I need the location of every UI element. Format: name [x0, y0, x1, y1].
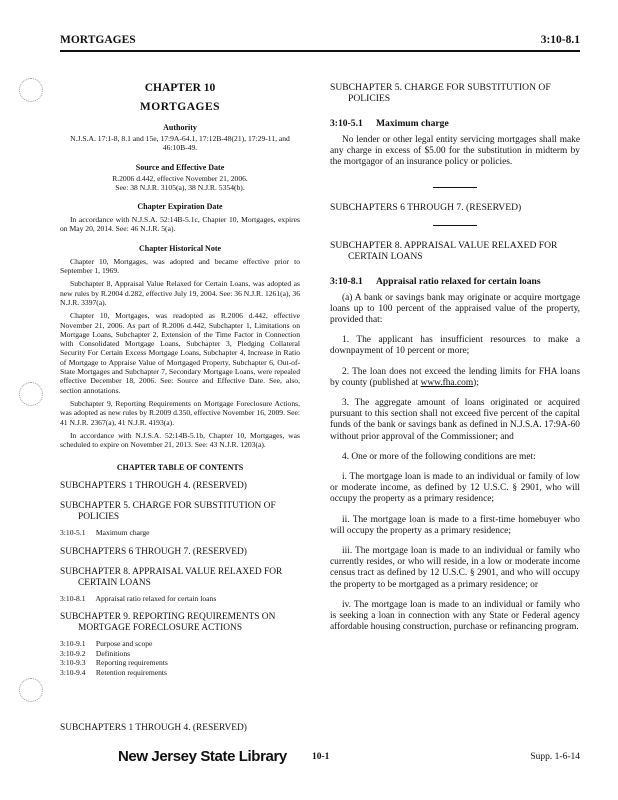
section-number: 3:10-8.1 [330, 275, 363, 287]
toc-subchapter-8 [60, 567, 300, 589]
toc-section-number: 3:10-9.2 [60, 648, 86, 658]
subparagraph-i: i. The mortgage loan is made to an individual or family of low or moderate income, as defined by 12 U.S.C. § 2901, who will occupy the property as a primary residence; [330, 472, 580, 505]
right-column [330, 82, 580, 633]
toc-subchapter-1-4: SUBCHAPTERS 1 THROUGH 4. (RESERVED) [60, 481, 247, 492]
subchapters-1-4-reserved: SUBCHAPTERS 1 THROUGH 4. (RESERVED) [60, 723, 247, 733]
toc-section-number: 3:10-9.3 [60, 658, 86, 668]
paragraph-3: 3. The aggregate amount of loans originated or acquired pursuant to this section shall not exceed five percent of the capital funds of the bank or savings bank as defined in N.J.S.A. 17:9A-60 without prior approval of the Commissioner; and [330, 398, 580, 442]
toc-subchapter-title: SUBCHAPTER 5. CHARGE FOR SUBSTITUTION OF [60, 501, 276, 512]
chapter-number: CHAPTER 10 [144, 82, 216, 94]
toc-subchapter-9 [60, 612, 300, 634]
toc-section-title: Retention requirements [95, 667, 167, 677]
toc-section-row [60, 528, 300, 538]
section-title: Maximum charge [376, 118, 449, 129]
page-footer [60, 748, 580, 770]
toc-heading: CHAPTER TABLE OF CONTENTS [116, 463, 244, 473]
toc-section-number: 3:10-9.4 [60, 667, 86, 677]
paragraph-4: 4. One or more of the following conditions are met: [342, 451, 536, 462]
section-divider [433, 187, 477, 188]
toc-section-title: Appraisal ratio relaxed for certain loans [95, 593, 217, 603]
section-3-10-8-1-heading [330, 276, 580, 287]
toc-subchapter-6-7: SUBCHAPTERS 6 THROUGH 7. (RESERVED) [60, 546, 247, 557]
section-divider [433, 225, 477, 226]
toc-subchapter-title: SUBCHAPTER 8. APPRAISAL VALUE RELAXED FOR [60, 566, 283, 577]
expiration-text: In accordance with N.J.S.A. 52:14B-5.1c, Chapter 10, Mortgages, expires on May 20, 2014. See: 46 N.J.R. 5(a). [60, 215, 300, 234]
paragraph-2-end: ); [473, 377, 479, 388]
supplement-date: Supp. 1-6-14 [530, 752, 580, 762]
toc-section-title: Definitions [95, 648, 131, 658]
subchapter-title: SUBCHAPTER 8. APPRAISAL VALUE RELAXED FOR [330, 239, 558, 251]
toc-section-row [60, 649, 300, 659]
toc-subchapter-5 [60, 501, 300, 523]
toc-section-row [60, 668, 300, 678]
authority-heading: Authority [163, 123, 197, 132]
subparagraph-iv: iv. The mortgage loan is made to an individual or family who is seeking a loan in connection with any State or Federal agency affordable housing construction, purchase or refinancing program. [330, 599, 580, 633]
section-3-10-5-1-text: No lender or other legal entity servicing mortgages shall make any charge in excess of $5.00 for the substitution in midterm by the mortgagor of an insurance policy or policies. [330, 135, 580, 168]
source-text: R.2006 d.442, effective November 21, 2006. [112, 173, 248, 183]
toc-section-title: Purpose and scope [95, 639, 153, 649]
paragraph-2 [330, 367, 580, 389]
page-number: 10-1 [312, 752, 330, 762]
paragraph-2-text: 2. The loan does not exceed the lending limits for FHA loans by county (published at [330, 366, 580, 388]
toc-section-number: 3:10-5.1 [60, 528, 86, 538]
paragraph-1: 1. The applicant has insufficient resources to make a downpayment of 10 percent or more; [330, 335, 580, 357]
section-3-10-5-1-heading [330, 118, 580, 129]
subsection-a: (a) A bank or savings bank may originate or acquire mortgage loans up to 100 percent of the appraised value of the property, provided that: [330, 292, 580, 326]
expiration-heading: Chapter Expiration Date [137, 202, 223, 212]
toc-subchapter-title: SUBCHAPTER 9. REPORTING REQUIREMENTS ON [60, 612, 276, 623]
authority-text: N.J.S.A. 17:1-8, 8.1 and 15e, 17:9A-64.1, 17:12B-48(21), 17:29-11, and 46:10B-49. [70, 134, 290, 153]
source-heading: Source and Effective Date [135, 162, 225, 172]
subchapter-title-cont: POLICIES [348, 93, 391, 104]
toc-section-row [60, 594, 300, 604]
history-paragraph: Chapter 10, Mortgages, was readopted as R.2006 d.442, effective November 21, 2006. As part of R.2006 d.442, Subchapter 1, Limitations on Mortgage Loans, Subchapter 2, Extension of the Time Factor in Connection with Consolidated Mortgage Loans, Subchapter 3, Pledging Collateral Security For Certain Excess Mortgage Loans, Subchapter 4, Increase in Ratio of Mortgage to Appraise Value of Mortgaged Property, Subchapter 6, Out-of-State Mortgages and Subchapter 7, Secondary Mortgage Loans, were repealed effective December 18, 2006. See: Source and Effective Date. See, also, section annotations. [60, 311, 300, 395]
history-paragraph: Subchapter 8, Appraisal Value Relaxed for Certain Loans, was adopted as new rules by R.2004 d.282, effective July 19, 2004. See: 36 N.J.R. 1261(a), 36 N.J.R. 3397(a). [60, 279, 300, 307]
fha-link[interactable]: www.fha.com [420, 377, 474, 388]
history-paragraph: In accordance with N.J.S.A. 52:14B-5.1b, Chapter 10, Mortgages, was scheduled to expire on November 21, 2013. See: 43 N.J.R. 1203(a). [60, 430, 300, 450]
toc-section-row [60, 639, 300, 649]
toc-section-row [60, 658, 300, 668]
subparagraph-ii: ii. The mortgage loan is made to a first-time homebuyer who will occupy the property as a primary residence; [330, 514, 580, 536]
punch-hole-mark [19, 678, 43, 702]
punch-hole-mark [19, 382, 43, 406]
subchapter-title-cont: CERTAIN LOANS [348, 250, 423, 262]
subchapter-8-heading [330, 240, 580, 262]
toc-section-number: 3:10-9.1 [60, 639, 86, 649]
toc-subchapter-title-cont: MORTGAGE FORECLOSURE ACTIONS [78, 623, 243, 634]
header-rule [60, 50, 580, 52]
subchapter-5-heading [330, 82, 580, 104]
history-heading: Chapter Historical Note [138, 243, 222, 253]
toc-subchapter-title-cont: POLICIES [78, 512, 120, 523]
header-section-number: 3:10-8.1 [540, 34, 580, 46]
history-paragraph: Chapter 10, Mortgages, was adopted and became effective prior to September 1, 1969. [60, 256, 300, 276]
left-column [60, 82, 300, 677]
subchapter-title: SUBCHAPTER 5. CHARGE FOR SUBSTITUTION OF [330, 82, 551, 93]
toc-subchapter-title-cont: CERTAIN LOANS [78, 577, 151, 588]
section-number: 3:10-5.1 [330, 118, 363, 129]
section-title: Appraisal ratio relaxed for certain loans [376, 275, 541, 287]
subparagraph-iii: iii. The mortgage loan is made to an individual or family who currently resides, or who will reside, in a low or moderate income census tract as defined by 12 U.S.C. § 2901, and who will occupy the property to be mortgaged as a primary residence; or [330, 546, 580, 590]
header-title: MORTGAGES [60, 34, 136, 46]
source-citation: See: 38 N.J.R. 3105(a), 38 N.J.R. 5354(b). [115, 182, 245, 192]
history-paragraph: Subchapter 9, Reporting Requirements on Mortgage Foreclosure Actions, was adopted as new rules by R.2009 d.350, effective November 16, 2009. See: 41 N.J.R. 2367(a), 41 N.J.R. 4193(a). [60, 398, 300, 427]
toc-section-title: Reporting requirements [95, 658, 168, 668]
library-watermark: New Jersey State Library [118, 748, 287, 765]
subchapters-6-7-reserved: SUBCHAPTERS 6 THROUGH 7. (RESERVED) [330, 201, 522, 213]
toc-section-number: 3:10-8.1 [60, 593, 86, 603]
punch-hole-mark [19, 78, 43, 102]
toc-section-title: Maximum charge [95, 528, 150, 538]
running-header [60, 34, 580, 50]
chapter-name: MORTGAGES [139, 101, 221, 113]
